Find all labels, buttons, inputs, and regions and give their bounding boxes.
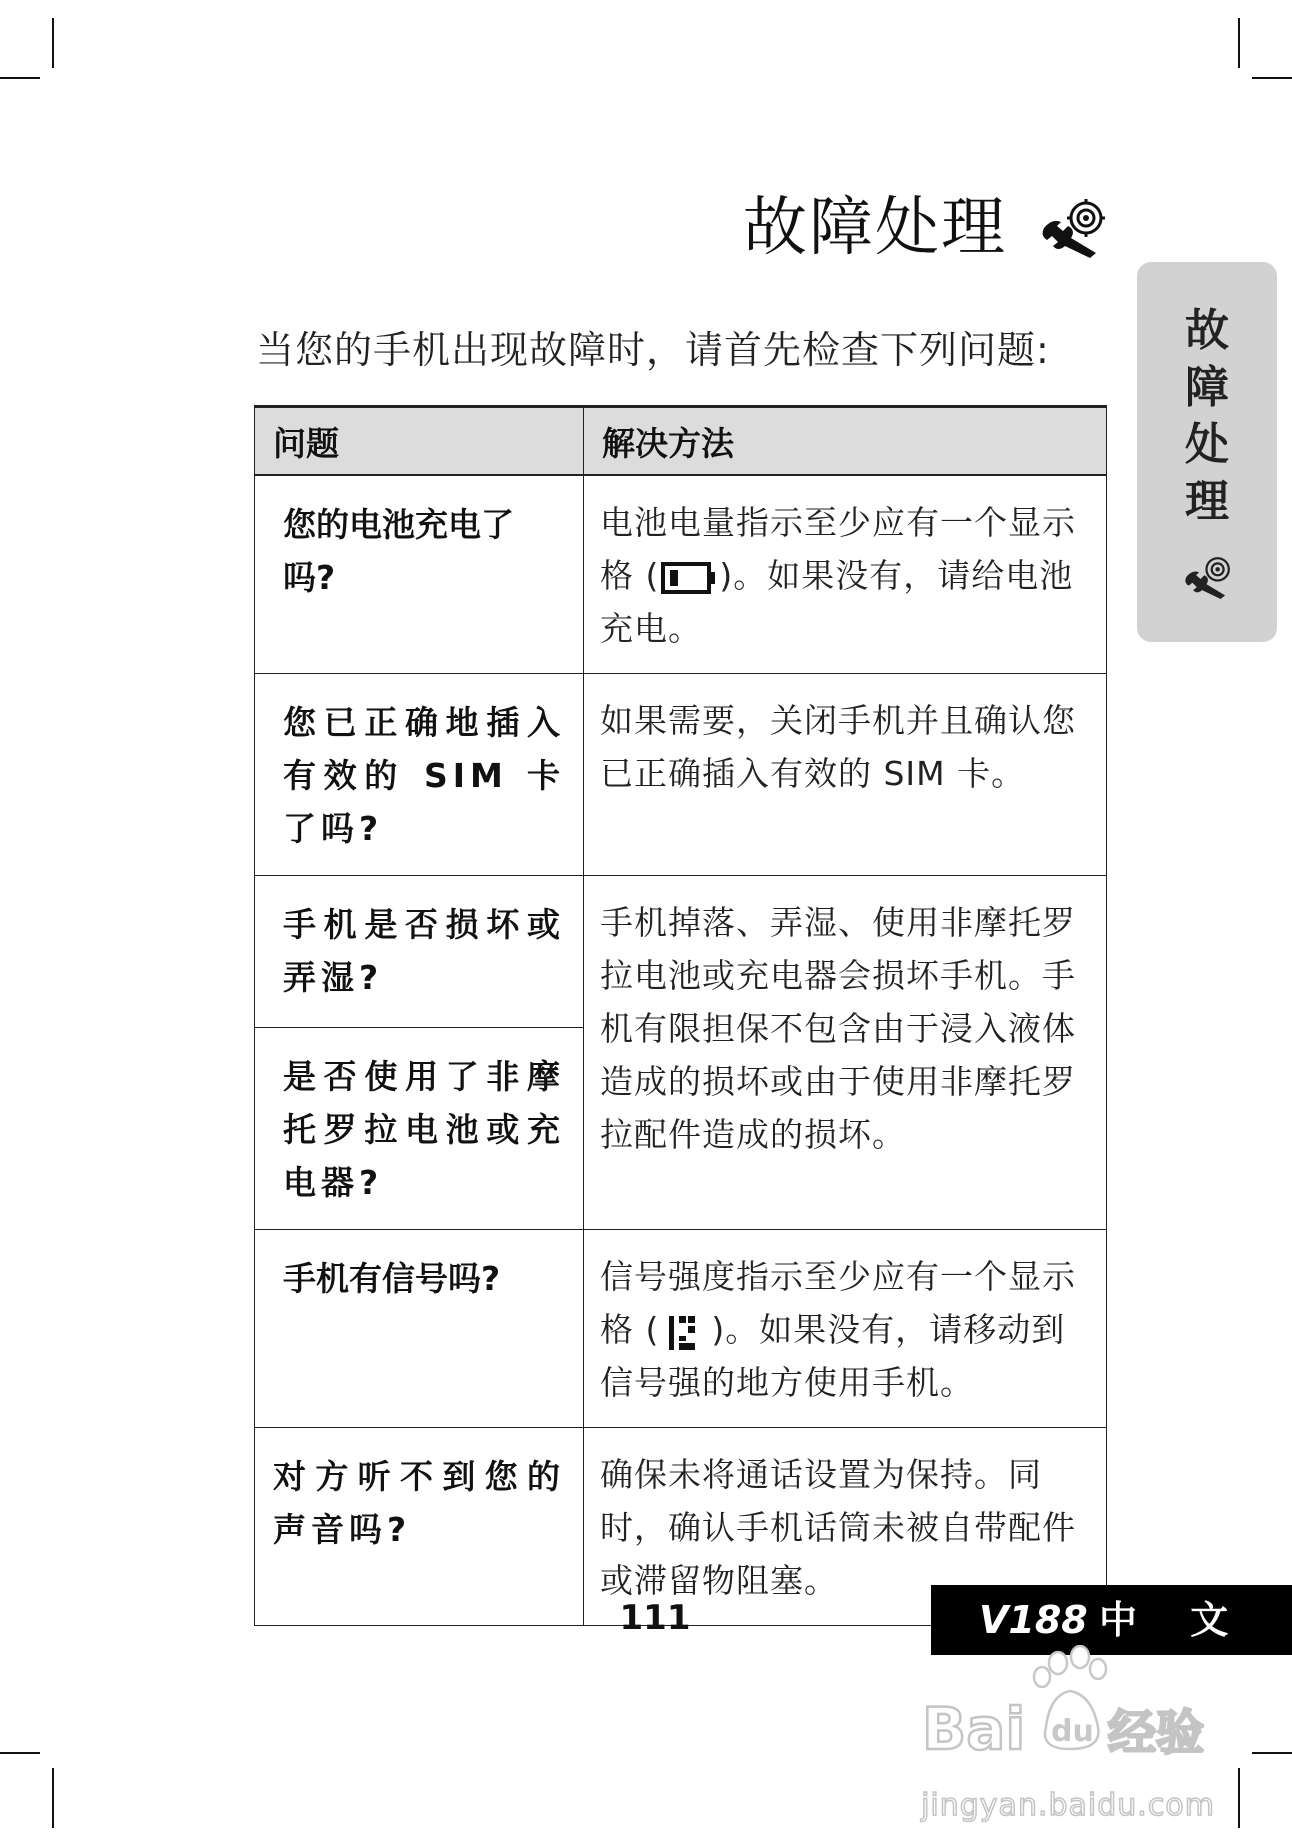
chapter-tab-char: 障 [1185,362,1229,413]
problem-cell: 对方听不到您的声音吗? [255,1428,584,1626]
troubleshooting-table [254,405,1107,1626]
solution-text: )。如果没有，请给电池充电。 [600,556,1074,648]
signal-one-bar-icon [665,1310,705,1354]
svg-text:Bai: Bai [922,1695,1026,1763]
crop-mark [0,1752,40,1754]
table-row [255,475,1107,674]
baidu-watermark-logo [918,1645,1208,1775]
crop-mark [1238,18,1240,68]
problem-cell: 您已正确地插入有效的 SIM 卡了吗? [255,674,584,876]
column-header-solution: 解决方法 [584,407,1107,476]
solution-cell: 确保未将通话设置为保持。同时，确认手机话筒未被自带配件或滞留物阻塞。 [584,1428,1107,1626]
model-name: V188 [979,1598,1088,1642]
solution-cell: 手机掉落、弄湿、使用非摩托罗拉电池或充电器会损坏手机。手机有限担保不包含由于浸入液体造成的损坏或由于使用非摩托罗拉配件造成的损坏。 [584,876,1107,1230]
crop-mark [52,18,54,68]
solution-cell: 如果需要，关闭手机并且确认您已正确插入有效的 SIM 卡。 [584,674,1107,876]
chapter-tab-char: 理 [1185,476,1229,527]
problem-cell: 手机有信号吗? [255,1230,584,1428]
crop-mark [52,1768,54,1828]
table-header-row [255,407,1107,476]
page-title: 故障处理 [743,191,1007,265]
problem-cell: 手机是否损坏或弄湿? [255,876,584,1028]
column-header-problem: 问题 [255,407,584,476]
chapter-side-tab [1137,262,1277,642]
chapter-tab-label [1137,302,1277,530]
problem-cell: 您的电池充电了吗? [255,475,584,674]
crop-mark [1252,77,1292,79]
crop-mark [1238,1768,1240,1828]
table-row [255,1230,1107,1428]
svg-text:经验: 经验 [1108,1705,1205,1761]
solution-text: 信号强度指示至少应有一个显示格 ( [600,1257,1076,1349]
svg-text:du: du [1051,1714,1094,1749]
solution-text: 电池电量指示至少应有一个显示格 ( [600,503,1076,595]
table-row [255,876,1107,1028]
table-row [255,674,1107,876]
battery-one-bar-icon [661,561,717,595]
chapter-tab-char: 故 [1185,305,1229,356]
page-number: 111 [619,1598,691,1638]
chapter-tab-char: 处 [1185,419,1229,470]
crop-mark [1252,1752,1292,1754]
watermark-url: jingyan.baidu.com [921,1788,1215,1823]
crop-mark [0,77,40,79]
problem-cell: 是否使用了非摩托罗拉电池或充电器? [255,1028,584,1230]
language-label: 中 文 [1099,1598,1249,1642]
wrench-gear-icon [1182,554,1234,604]
solution-cell [584,475,1107,674]
wrench-gear-icon [1038,198,1108,264]
intro-text: 当您的手机出现故障时，请首先检查下列问题: [256,328,1050,372]
solution-cell [584,1230,1107,1428]
solution-text: )。如果没有，请移动到信号强的地方使用手机。 [600,1310,1066,1402]
